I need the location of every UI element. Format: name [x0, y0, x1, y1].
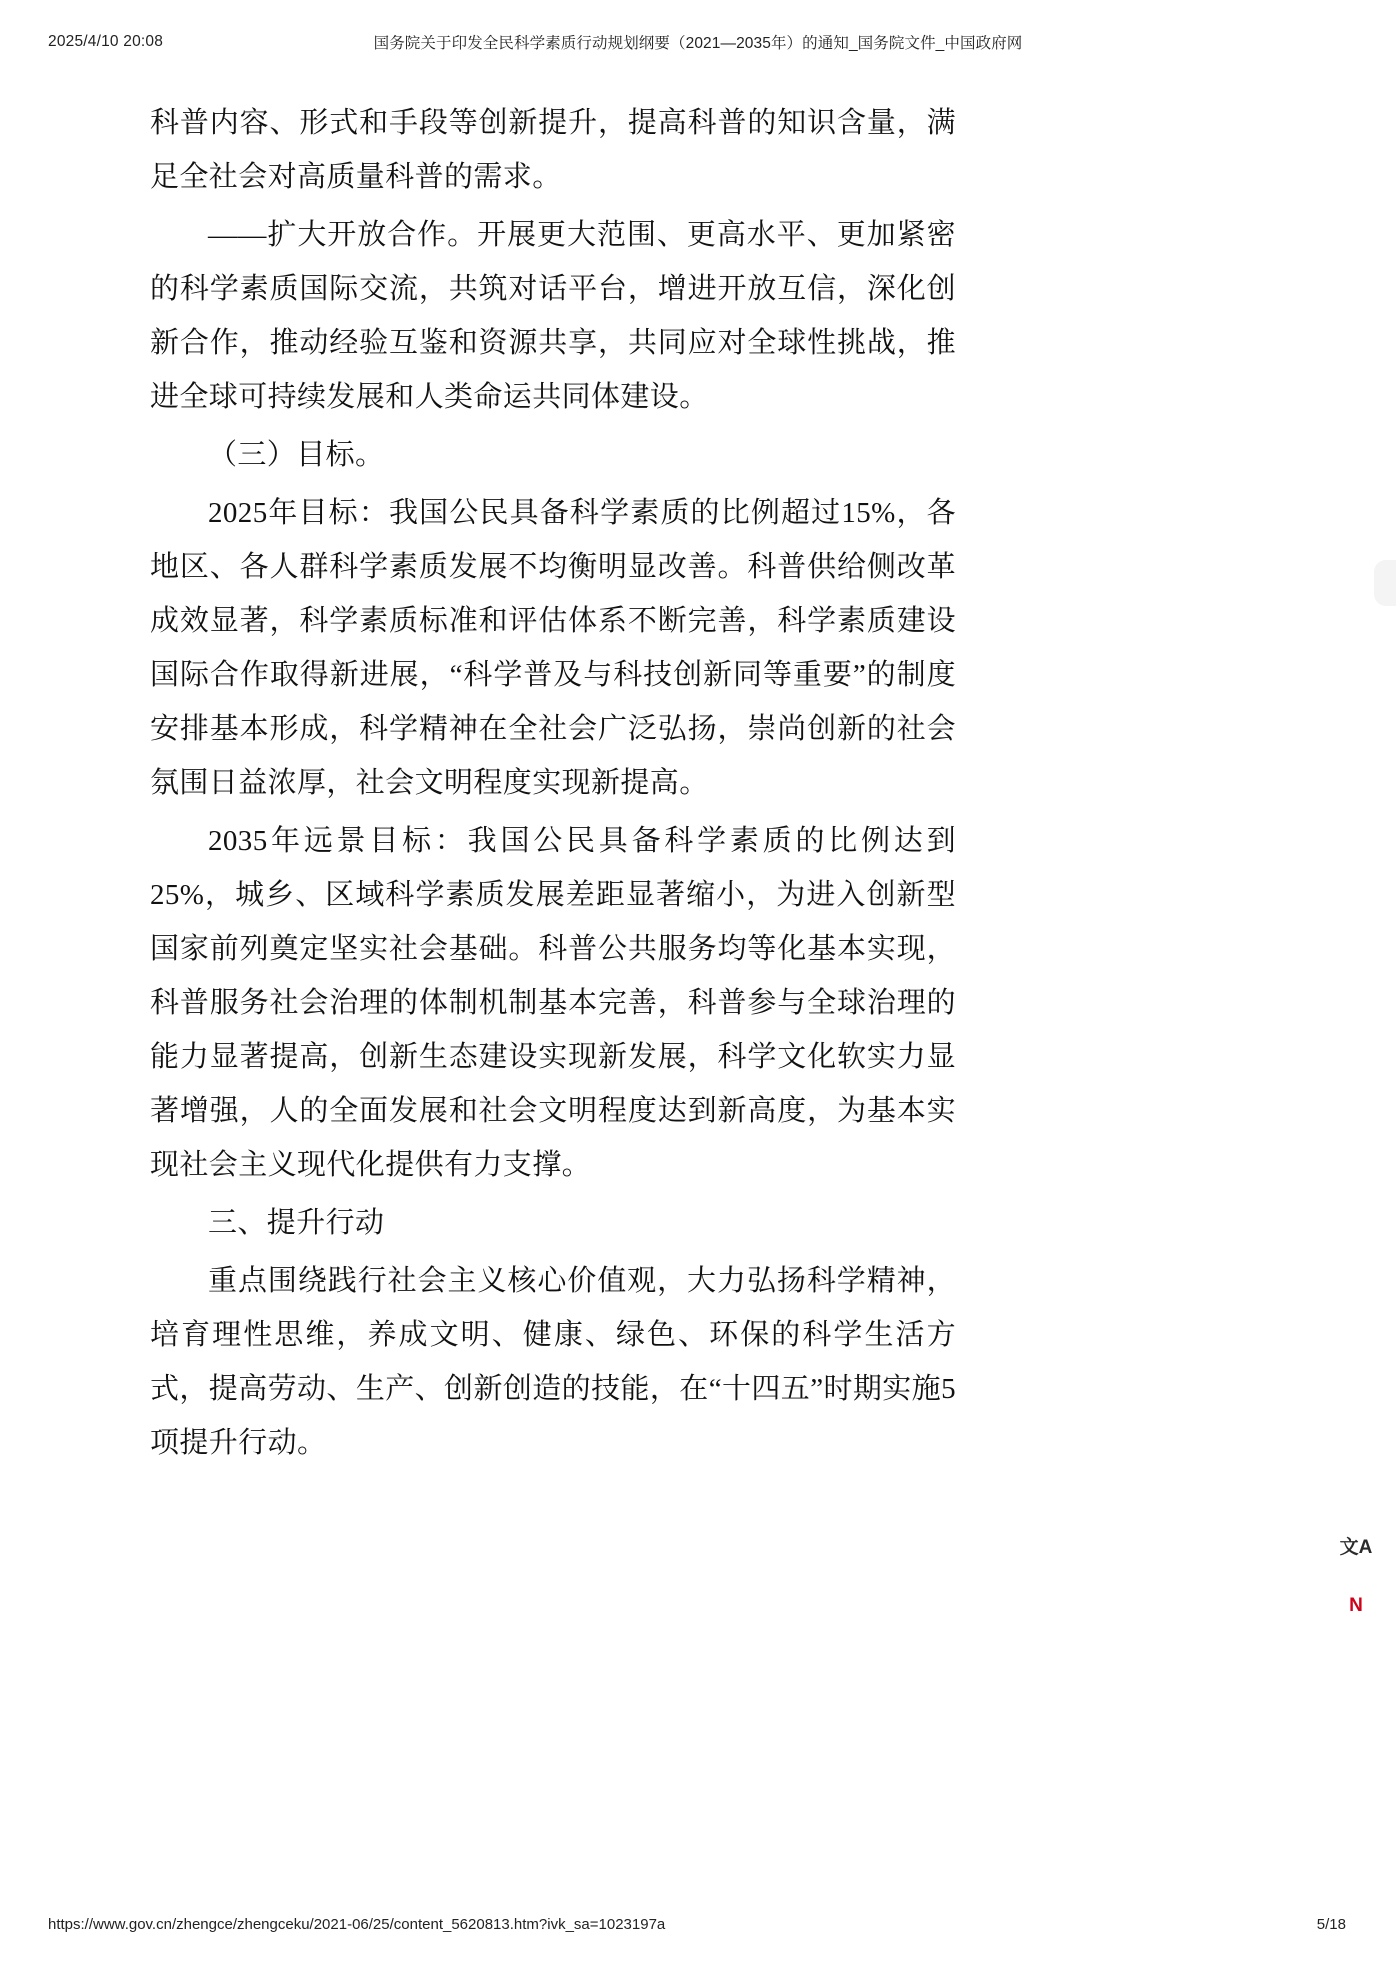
floating-action-bar: [1334, 1530, 1378, 1622]
paragraph: 重点围绕践行社会主义核心价值观，大力弘扬科学精神，培育理性思维，养成文明、健康、绿色、环保的科学生活方式，提高劳动、生产、创新创造的技能，在“十四五”时期实施5项提升行动。: [150, 1265, 956, 1459]
translate-icon[interactable]: [1339, 1530, 1373, 1564]
paragraph: 2025年目标：我国公民具备科学素质的比例超过15%，各地区、各人群科学素质发展不均衡明显改善。科普供给侧改革成效显著，科学素质标准和评估体系不断完善，科学素质建设国际合作取得新进展，“科学普及与科技创新同等重要”的制度安排基本形成，科学精神在全社会广泛弘扬，崇尚创新的社会氛围日益浓厚，社会文明程度实现新提高。: [150, 497, 956, 799]
section-heading: （三）目标。: [208, 439, 385, 471]
paragraph: 2035年远景目标：我国公民具备科学素质的比例达到25%，城乡、区域科学素质发展差距显著缩小，为进入创新型国家前列奠定坚实社会基础。科普公共服务均等化基本实现，科普服务社会治理的体制机制基本完善，科普参与全球治理的能力显著提高，创新生态建设实现新发展，科学文化软实力显著增强，人的全面发展和社会文明程度达到新高度，为基本实现社会主义现代化提供有力支撑。: [150, 825, 956, 1181]
print-header: [0, 30, 1396, 54]
print-date: 2025/4/10 20:08: [48, 33, 164, 50]
paragraph: ——扩大开放合作。开展更大范围、更高水平、更加紧密的科学素质国际交流，共筑对话平台，增进开放互信，深化创新合作，推动经验互鉴和资源共享，共同应对全球性挑战，推进全球可持续发展和人类命运共同体建设。: [150, 219, 956, 413]
document-body: [150, 96, 956, 1474]
print-footer: [0, 1916, 1396, 1938]
netease-icon-label: N: [1349, 1594, 1363, 1616]
page-number: 5/18: [1316, 1916, 1346, 1933]
paragraph: 科普内容、形式和手段等创新提升，提高科普的知识含量，满足全社会对高质量科普的需求。: [150, 107, 956, 193]
source-url: https://www.gov.cn/zhengce/zhengceku/2021-06/25/content_5620813.htm?ivk_sa=1023197a: [48, 1916, 666, 1933]
page-edge-artifact: [1374, 560, 1396, 606]
document-title: 国务院关于印发全民科学素质行动规划纲要（2021—2035年）的通知_国务院文件_中国政府网: [373, 35, 1023, 52]
netease-icon[interactable]: [1339, 1588, 1373, 1622]
section-heading: 三、提升行动: [208, 1207, 385, 1239]
translate-icon-label: 文A: [1339, 1536, 1373, 1558]
